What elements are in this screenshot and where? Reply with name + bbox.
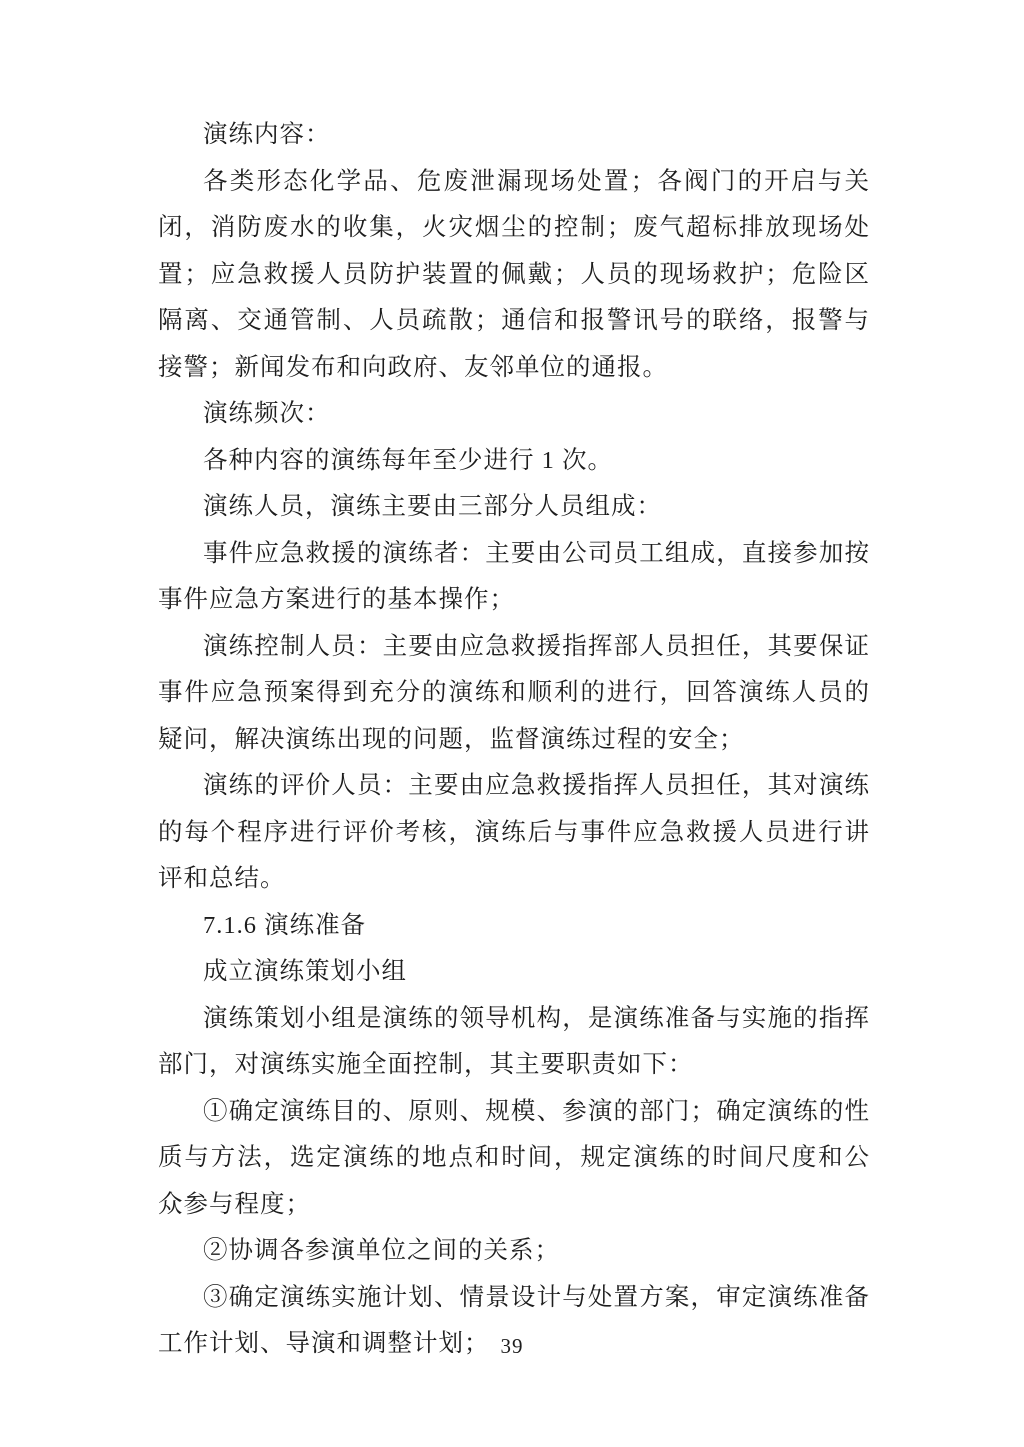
paragraph-drill-frequency-label: 演练频次： — [203, 400, 331, 427]
document-body — [158, 112, 870, 1368]
page-footer — [0, 1334, 1024, 1359]
list-item-duty-1: ①确定演练目的、原则、规模、参演的部门；确定演练的性质与方法，选定演练的地点和时间，规定演练的时间尺度和公众参与程度； — [158, 1097, 870, 1218]
paragraph-drill-controllers: 演练控制人员：主要由应急救援指挥部人员担任，其要保证事件应急预案得到充分的演练和顺利的进行，回答演练人员的疑问，解决演练出现的问题，监督演练过程的安全； — [158, 632, 870, 753]
list-item-duty-3: ③确定演练实施计划、情景设计与处置方案，审定演练准备工作计划、导演和调整计划； — [158, 1283, 870, 1357]
paragraph-drill-content-label: 演练内容： — [203, 121, 331, 148]
paragraph-drill-evaluators: 演练的评价人员：主要由应急救援指挥人员担任，其对演练的每个程序进行评价考核，演练后与事件应急救援人员进行讲评和总结。 — [158, 772, 870, 892]
list-item-duty-2: ②协调各参演单位之间的关系； — [203, 1237, 560, 1264]
page-number: 39 — [500, 1334, 524, 1358]
paragraph-drill-content-body: 各类形态化学品、危废泄漏现场处置；各阀门的开启与关闭，消防废水的收集，火灾烟尘的控制；废气超标排放现场处置；应急救援人员防护装置的佩戴；人员的现场救护；危险区隔离、交通管制、人员疏散；通信和报警讯号的联络，报警与接警；新闻发布和向政府、友邻单位的通报。 — [158, 167, 870, 381]
paragraph-drill-frequency-body: 各种内容的演练每年至少进行 1 次。 — [203, 446, 613, 474]
paragraph-planning-group-duties-intro: 演练策划小组是演练的领导机构，是演练准备与实施的指挥部门，对演练实施全面控制，其主要职责如下： — [158, 1004, 870, 1078]
paragraph-drill-personnel-intro: 演练人员，演练主要由三部分人员组成： — [203, 493, 662, 520]
paragraph-drill-performers: 事件应急救援的演练者：主要由公司员工组成，直接参加按事件应急方案进行的基本操作； — [158, 539, 870, 613]
subheading-planning-group: 成立演练策划小组 — [203, 958, 407, 985]
section-heading-7-1-6: 7.1.6 演练准备 — [203, 911, 367, 939]
